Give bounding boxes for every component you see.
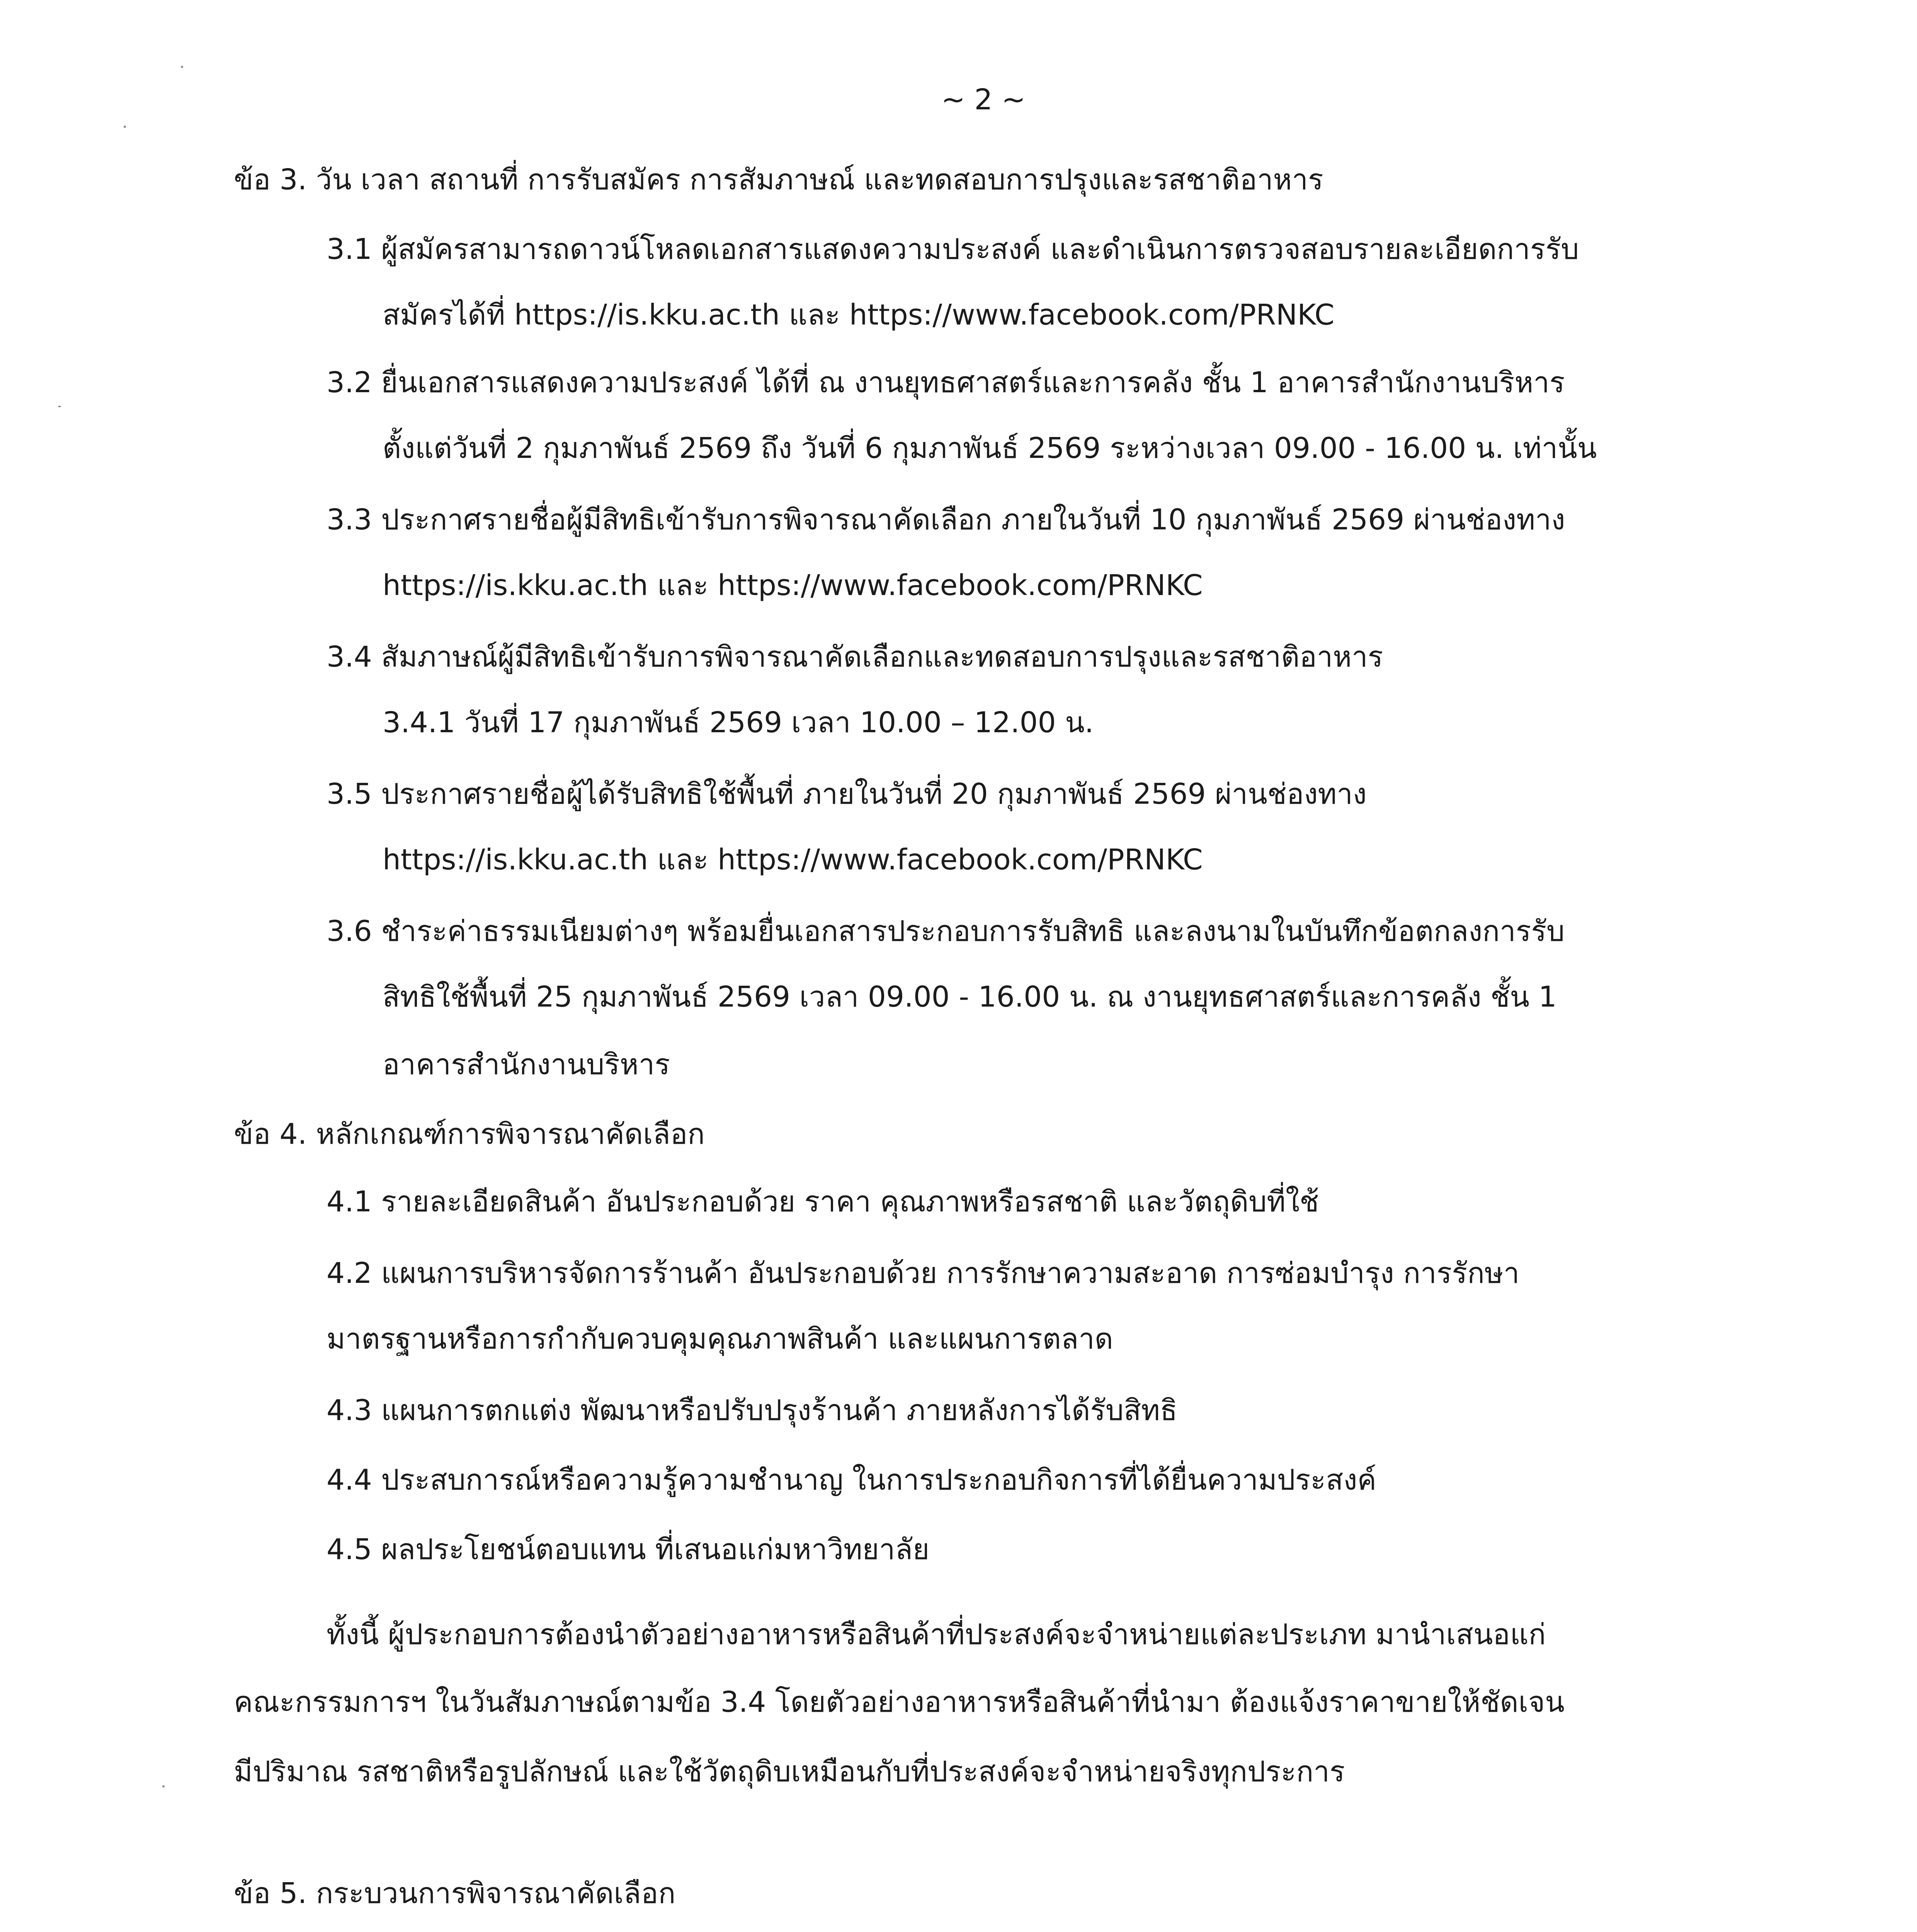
- text-line: https://is.kku.ac.th และ https://www.facebook.com/PRNKC: [383, 843, 1203, 876]
- text-line: มีปริมาณ รสชาติหรือรูปลักษณ์ และใช้วัตถุดิบเหมือนกับที่ประสงค์จะจำหน่ายจริงทุกประการ: [234, 1755, 1345, 1788]
- text-line: มาตรฐานหรือการกำกับควบคุมคุณภาพสินค้า และแผนการตลาด: [327, 1322, 1113, 1355]
- text-line: 3.2 ยื่นเอกสารแสดงความประสงค์ ได้ที่ ณ งานยุทธศาสตร์และการคลัง ชั้น 1 อาคารสำนักงานบริหาร: [327, 366, 1565, 399]
- page-number: ~ 2 ~: [941, 83, 1026, 116]
- text-line: สมัครได้ที่ https://is.kku.ac.th และ https://www.facebook.com/PRNKC: [383, 298, 1335, 332]
- scan-speck: [58, 406, 61, 407]
- text-line: 3.3 ประกาศรายชื่อผู้มีสิทธิเข้ารับการพิจารณาคัดเลือก ภายในวันที่ 10 กุมภาพันธ์ 2569 ผ่านช่องทาง: [327, 503, 1565, 536]
- text-line: ข้อ 3. วัน เวลา สถานที่ การรับสมัคร การสัมภาษณ์ และทดสอบการปรุงและรสชาติอาหาร: [234, 163, 1323, 196]
- text-line: 3.4.1 วันที่ 17 กุมภาพันธ์ 2569 เวลา 10.00 – 12.00 น.: [383, 706, 1094, 739]
- text-line: ตั้งแต่วันที่ 2 กุมภาพันธ์ 2569 ถึง วันที่ 6 กุมภาพันธ์ 2569 ระหว่างเวลา 09.00 - 16.00 น. เท่านั้น: [383, 432, 1597, 465]
- text-line: 4.5 ผลประโยชน์ตอบแทน ที่เสนอแก่มหาวิทยาลัย: [327, 1533, 930, 1566]
- text-line: 4.1 รายละเอียดสินค้า อันประกอบด้วย ราคา คุณภาพหรือรสชาติ และวัตถุดิบที่ใช้: [327, 1185, 1319, 1218]
- scan-speck: [181, 66, 183, 68]
- scan-speck: [162, 1785, 165, 1787]
- scan-speck: [124, 126, 126, 128]
- text-line: 4.2 แผนการบริหารจัดการร้านค้า อันประกอบด้วย การรักษาความสะอาด การซ่อมบำรุง การรักษา: [327, 1257, 1520, 1290]
- text-line: 3.1 ผู้สมัครสามารถดาวน์โหลดเอกสารแสดงความประสงค์ และดำเนินการตรวจสอบรายละเอียดการรับ: [327, 233, 1579, 266]
- text-line: ข้อ 4. หลักเกณฑ์การพิจารณาคัดเลือก: [234, 1117, 705, 1151]
- text-line: 4.3 แผนการตกแต่ง พัฒนาหรือปรับปรุงร้านค้า ภายหลังการได้รับสิทธิ: [327, 1394, 1178, 1427]
- text-line: สิทธิใช้พื้นที่ 25 กุมภาพันธ์ 2569 เวลา 09.00 - 16.00 น. ณ งานยุทธศาสตร์และการคลัง ชั้น 1: [383, 980, 1557, 1014]
- text-line: อาคารสำนักงานบริหาร: [383, 1048, 670, 1081]
- text-line: 3.5 ประกาศรายชื่อผู้ได้รับสิทธิใช้พื้นที่ ภายในวันที่ 20 กุมภาพันธ์ 2569 ผ่านช่องทาง: [327, 777, 1367, 811]
- text-line: https://is.kku.ac.th และ https://www.facebook.com/PRNKC: [383, 569, 1203, 602]
- text-line: 3.6 ชำระค่าธรรมเนียมต่างๆ พร้อมยื่นเอกสารประกอบการรับสิทธิ และลงนามในบันทึกข้อตกลงการรับ: [327, 915, 1565, 948]
- text-line: คณะกรรมการฯ ในวันสัมภาษณ์ตามข้อ 3.4 โดยตัวอย่างอาหารหรือสินค้าที่นำมา ต้องแจ้งราคาขายให้ชัดเจน: [234, 1685, 1565, 1719]
- text-line: 4.4 ประสบการณ์หรือความรู้ความชำนาญ ในการประกอบกิจการที่ได้ยื่นความประสงค์: [327, 1463, 1376, 1497]
- text-line: 3.4 สัมภาษณ์ผู้มีสิทธิเข้ารับการพิจารณาคัดเลือกและทดสอบการปรุงและรสชาติอาหาร: [327, 640, 1383, 673]
- text-line: ข้อ 5. กระบวนการพิจารณาคัดเลือก: [234, 1877, 676, 1910]
- text-line: ทั้งนี้ ผู้ประกอบการต้องนำตัวอย่างอาหารหรือสินค้าที่ประสงค์จะจำหน่ายแต่ละประเภท มานำเสนอแก่: [327, 1618, 1546, 1651]
